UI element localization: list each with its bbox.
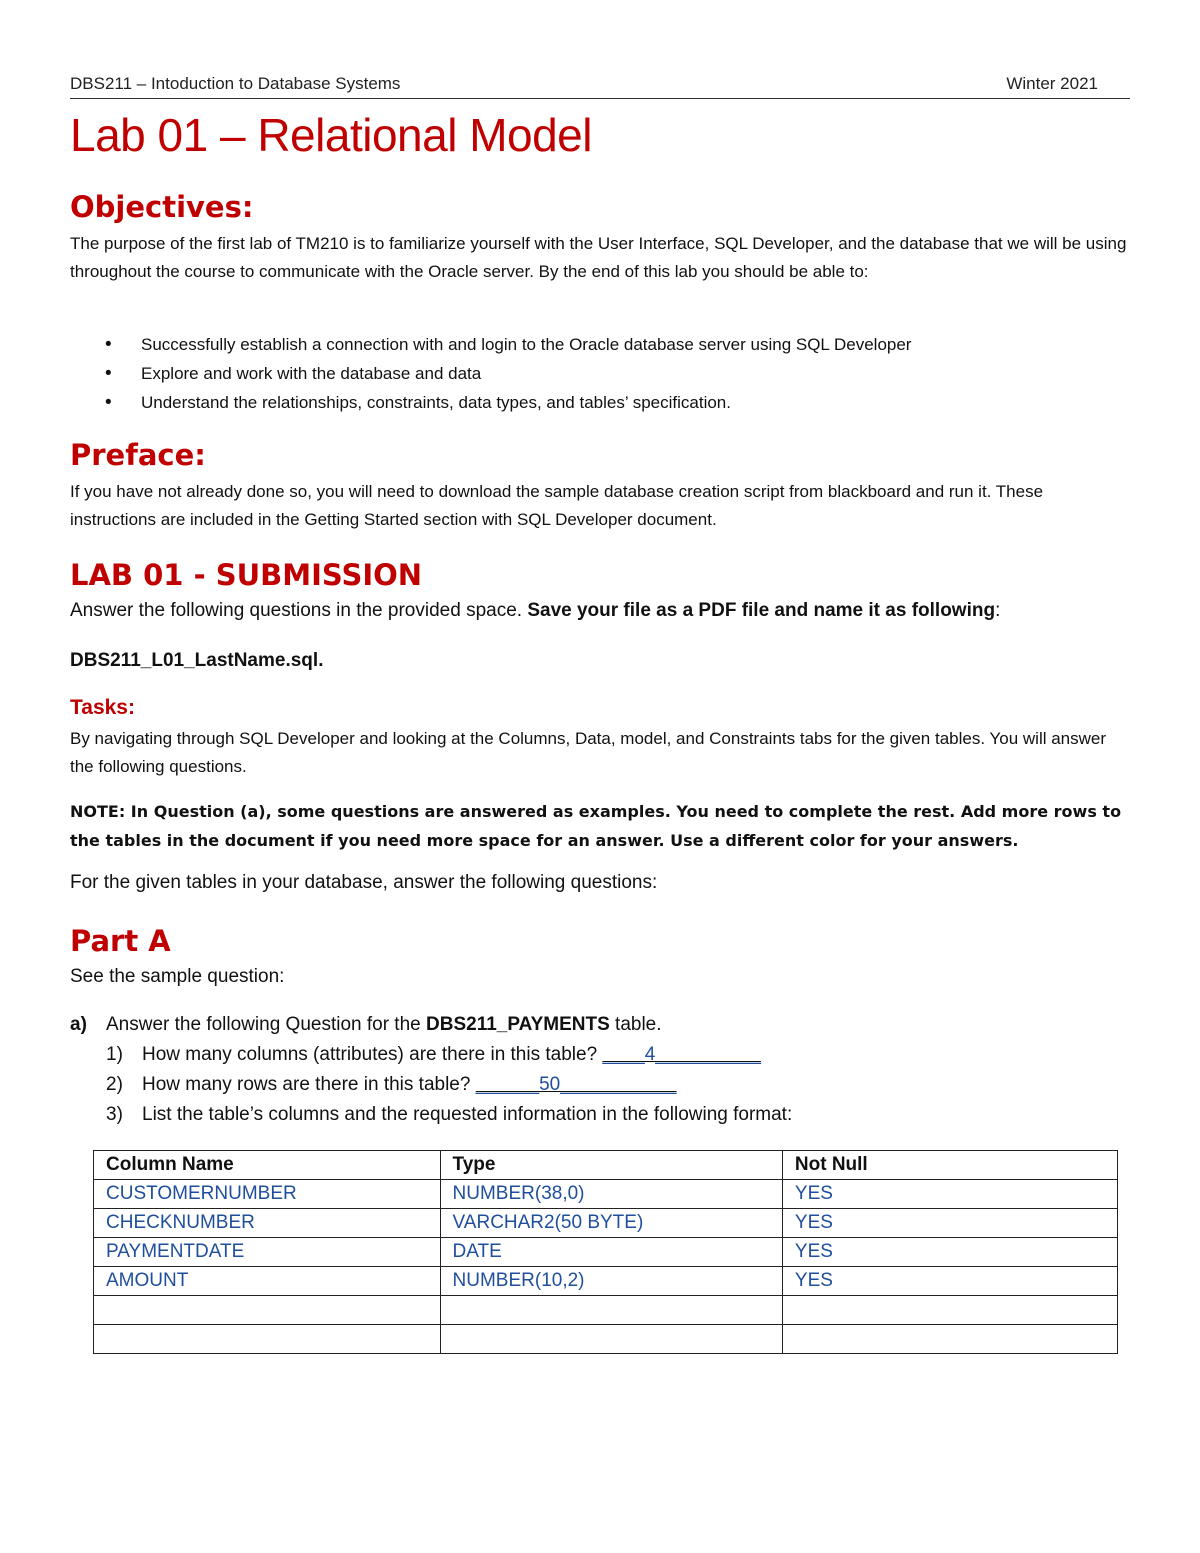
table-cell xyxy=(440,1296,782,1325)
header-type: Type xyxy=(440,1151,782,1180)
submission-filename: DBS211_L01_LastName.sql. xyxy=(70,650,324,671)
question-text xyxy=(142,1074,677,1096)
table-cell: NUMBER(10,2) xyxy=(440,1267,782,1296)
tasks-heading: Tasks: xyxy=(70,696,135,719)
table-cell: DATE xyxy=(440,1238,782,1267)
answer-text: Answer the following questions in the provided space. xyxy=(70,600,528,621)
part-a-heading: Part A xyxy=(70,924,171,958)
table-cell: YES xyxy=(782,1209,1117,1238)
question-2-text: How many rows are there in this table? xyxy=(142,1074,476,1095)
tasks-note: NOTE: In Question (a), some questions are answered as examples. You need to complete the rest. Add more rows to the tables in the document if you need more space for an answer. Use a different color for your answers. xyxy=(70,802,1122,850)
table-cell xyxy=(94,1296,441,1325)
question-text xyxy=(142,1044,761,1066)
table-cell: CHECKNUMBER xyxy=(94,1209,441,1238)
table-cell: CUSTOMERNUMBER xyxy=(94,1180,441,1209)
objectives-heading: Objectives: xyxy=(70,190,254,224)
question-a-text xyxy=(106,1014,662,1036)
question-number: 3) xyxy=(106,1104,123,1125)
question-1-text: How many columns (attributes) are there in this table? xyxy=(142,1044,603,1065)
colon: : xyxy=(995,600,1001,621)
term: Winter 2021 xyxy=(1006,74,1098,93)
objectives-intro: The purpose of the first lab of TM210 is to familiarize yourself with the User Interface, SQL Developer, and the database that we will be using throughout the course to communicate with the Oracle server. By the end of this lab you should be able to: xyxy=(70,234,1127,281)
table-cell: NUMBER(38,0) xyxy=(440,1180,782,1209)
list-item: • Successfully establish a connection with and login to the Oracle database server using SQL Developer xyxy=(70,330,911,359)
table-cell: AMOUNT xyxy=(94,1267,441,1296)
preface-heading: Preface: xyxy=(70,438,206,472)
table-row xyxy=(94,1209,1118,1238)
question-a-table-name: DBS211_PAYMENTS xyxy=(426,1014,610,1035)
question-a-post: table. xyxy=(609,1014,662,1035)
table-cell: YES xyxy=(782,1180,1117,1209)
table-cell: YES xyxy=(782,1267,1117,1296)
table-cell xyxy=(94,1325,441,1354)
table-header-row xyxy=(94,1151,1118,1180)
page-title: Lab 01 – Relational Model xyxy=(70,109,592,161)
tasks-text: By navigating through SQL Developer and looking at the Columns, Data, model, and Constraints tabs for the given tables. You will answer the following questions. xyxy=(70,729,1107,776)
table-row xyxy=(94,1238,1118,1267)
submission-instructions xyxy=(70,600,1000,622)
objectives-list xyxy=(70,330,911,417)
header-column-name: Column Name xyxy=(94,1151,441,1180)
preface-text: If you have not already done so, you will need to download the sample database creation script from blackboard and run it. These instructions are included in the Getting Started section with SQL Developer document. xyxy=(70,482,1044,529)
question-3-text: List the table’s columns and the requested information in the following format: xyxy=(142,1104,793,1125)
part-a-sample: See the sample question: xyxy=(70,966,285,987)
answer-table xyxy=(93,1150,1118,1354)
tasks-given: For the given tables in your database, answer the following questions: xyxy=(70,872,658,893)
table-row xyxy=(94,1296,1118,1325)
question-a-label: a) xyxy=(70,1014,87,1035)
table-cell: VARCHAR2(50 BYTE) xyxy=(440,1209,782,1238)
table-cell: YES xyxy=(782,1238,1117,1267)
course-name: DBS211 – Intoduction to Database Systems xyxy=(70,74,401,93)
question-1-answer: ____4__________ xyxy=(602,1044,761,1065)
table-row xyxy=(94,1180,1118,1209)
list-item: • Explore and work with the database and data xyxy=(70,359,911,388)
table-cell: PAYMENTDATE xyxy=(94,1238,441,1267)
list-item: • Understand the relationships, constraints, data types, and tables’ specification. xyxy=(70,388,911,417)
question-number: 1) xyxy=(106,1044,123,1065)
header-not-null: Not Null xyxy=(782,1151,1117,1180)
table-cell xyxy=(440,1325,782,1354)
table-row xyxy=(94,1267,1118,1296)
question-2-answer: ______50___________ xyxy=(475,1074,677,1095)
table-row xyxy=(94,1325,1118,1354)
table-cell xyxy=(782,1325,1117,1354)
save-text: Save your file as a PDF file and name it as following xyxy=(527,600,996,621)
submission-heading: LAB 01 - SUBMISSION xyxy=(70,558,423,592)
running-header xyxy=(70,74,1130,99)
question-a-pre: Answer the following Question for the xyxy=(106,1014,427,1035)
question-number: 2) xyxy=(106,1074,123,1095)
table-cell xyxy=(782,1296,1117,1325)
